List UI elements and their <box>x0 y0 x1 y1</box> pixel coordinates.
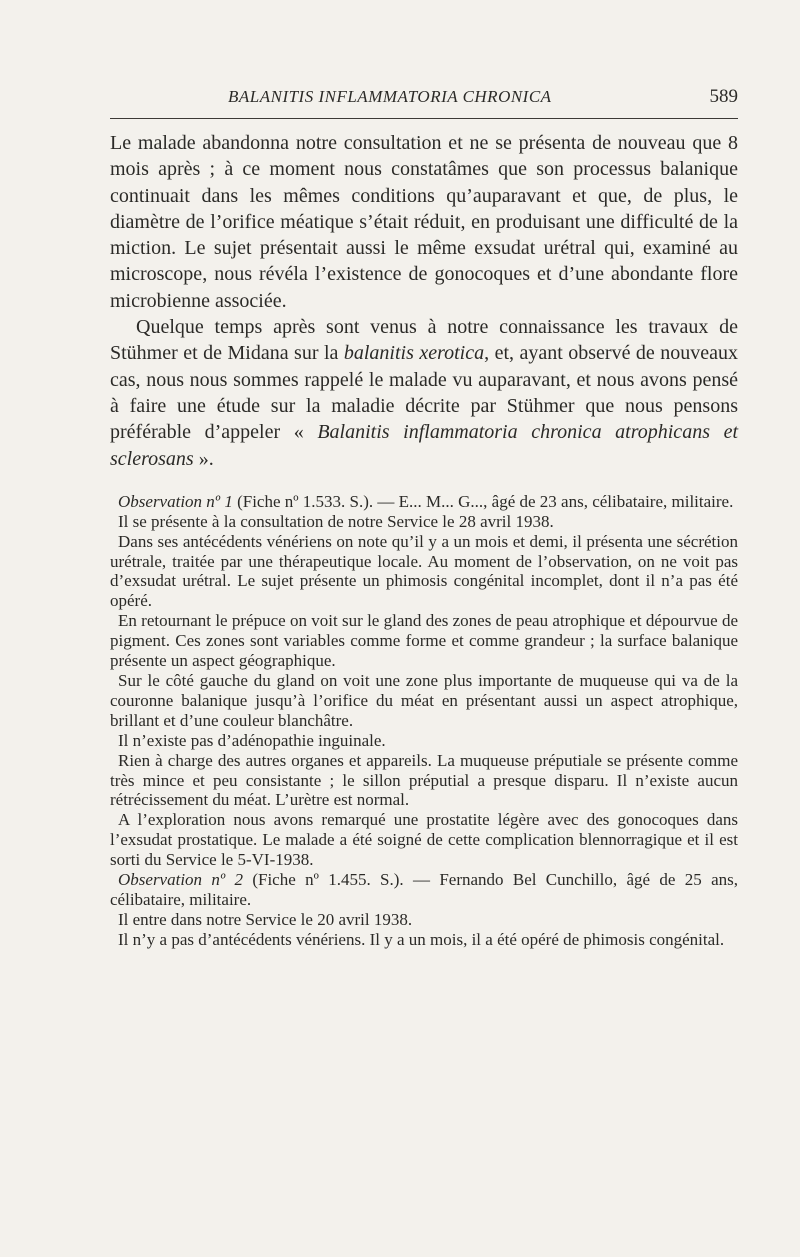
observation-1-line: Il se présente à la consultation de notre Service le 28 avril 1938. <box>118 511 554 531</box>
observation-2-line: Il entre dans notre Service le 20 avril 1938. <box>118 909 413 929</box>
observation-2-line: Il n’y a pas d’antécédents vénériens. Il y a un mois, il a été opéré de phimosis congénital. <box>118 929 725 949</box>
observation-2-label: Observation nº 2 <box>118 870 243 890</box>
observation-1-line: En retournant le prépuce on voit sur le gland des zones de peau atrophique et dépourvue de pigment. Ces zones sont variables comme forme et comme grandeur ; la surface balanique présente un aspect géographique. <box>110 611 738 671</box>
observation-1-line: A l’exploration nous avons remarqué une prostatite légère avec des gonocoques dans l’exsudat prostatique. Le malade a été soigné de cette complication blennorragique et il est sorti du Service le 5-VI-1938. <box>110 810 738 870</box>
paragraph-2 <box>110 314 738 472</box>
observation-1-line: Rien à charge des autres organes et appareils. La muqueuse préputiale se présente comme très mince et peu consistante ; le sillon préputial a presque disparu. Il n’existe aucun rétrécissement du méat. L’urètre est normal. <box>110 750 738 810</box>
observation-1-intro: (Fiche nº 1.533. S.). — E... M... G..., âgé de 23 ans, célibataire, militaire. <box>232 491 734 511</box>
page-header <box>110 86 738 119</box>
section-gap <box>110 472 738 492</box>
paragraph-2-text-a: Quelque temps après sont venus à notre connaissance les travaux de Stühmer et de Midana sur la <box>110 316 738 365</box>
observation-1-heading <box>110 492 738 512</box>
observation-2-intro: (Fiche nº 1.455. S.). — Fernando Bel Cunchillo, âgé de 25 ans, célibataire, militaire. <box>110 870 738 909</box>
term-balanitis-xerotica: balanitis xerotica <box>343 342 485 365</box>
observation-1-line: Sur le côté gauche du gland on voit une zone plus importante de muqueuse qui va de la couronne balanique jusqu’à l’orifice du méat en présentant aussi un aspect atrophique, brillant et d’une couleur blanchâtre. <box>110 671 738 730</box>
page-number: 589 <box>709 86 738 107</box>
paragraph-2-text-e: ». <box>193 447 214 470</box>
observation-2-heading <box>110 870 738 910</box>
observation-1-label: Observation nº 1 <box>118 491 233 511</box>
observation-1-line: Il n’existe pas d’adénopathie inguinale. <box>118 730 386 750</box>
observation-1-line: Dans ses antécédents vénériens on note qu’il y a un mois et demi, il présenta une sécrétion urétrale, traitée par une thérapeutique locale. Au moment de l’observation, on ne voit pas d’exsudat urétral. Le sujet présente un phimosis congénital incomplet, dont il n’a pas été opéré. <box>110 531 738 611</box>
term-balanitis-inflammatoria: Balanitis inflammatoria chronica atrophicans et sclerosans <box>110 421 738 470</box>
body-text <box>110 130 738 950</box>
paragraph-2-text-c: , et, ayant observé de nouveaux cas, nous nous sommes rappelé le malade vu auparavant, et nous avons pensé à faire une étude sur la maladie décrite par Stühmer que nous pensons préférable d’appeler « <box>110 342 738 444</box>
running-title: BALANITIS INFLAMMATORIA CHRONICA <box>228 87 552 106</box>
paragraph-1: Le malade abandonna notre consultation et ne se présenta de nouveau que 8 mois après ; à ce moment nous constatâmes que son processus balanique continuait dans les mêmes conditions qu’auparavant et que, de plus, le diamètre de l’orifice méatique s’était réduit, en produisant une difficulté de la miction. Le sujet présentait aussi le même exsudat urétral qui, examiné au microscope, nous révéla l’existence de gonocoques et d’une abondante flore microbienne associée. <box>110 132 738 312</box>
